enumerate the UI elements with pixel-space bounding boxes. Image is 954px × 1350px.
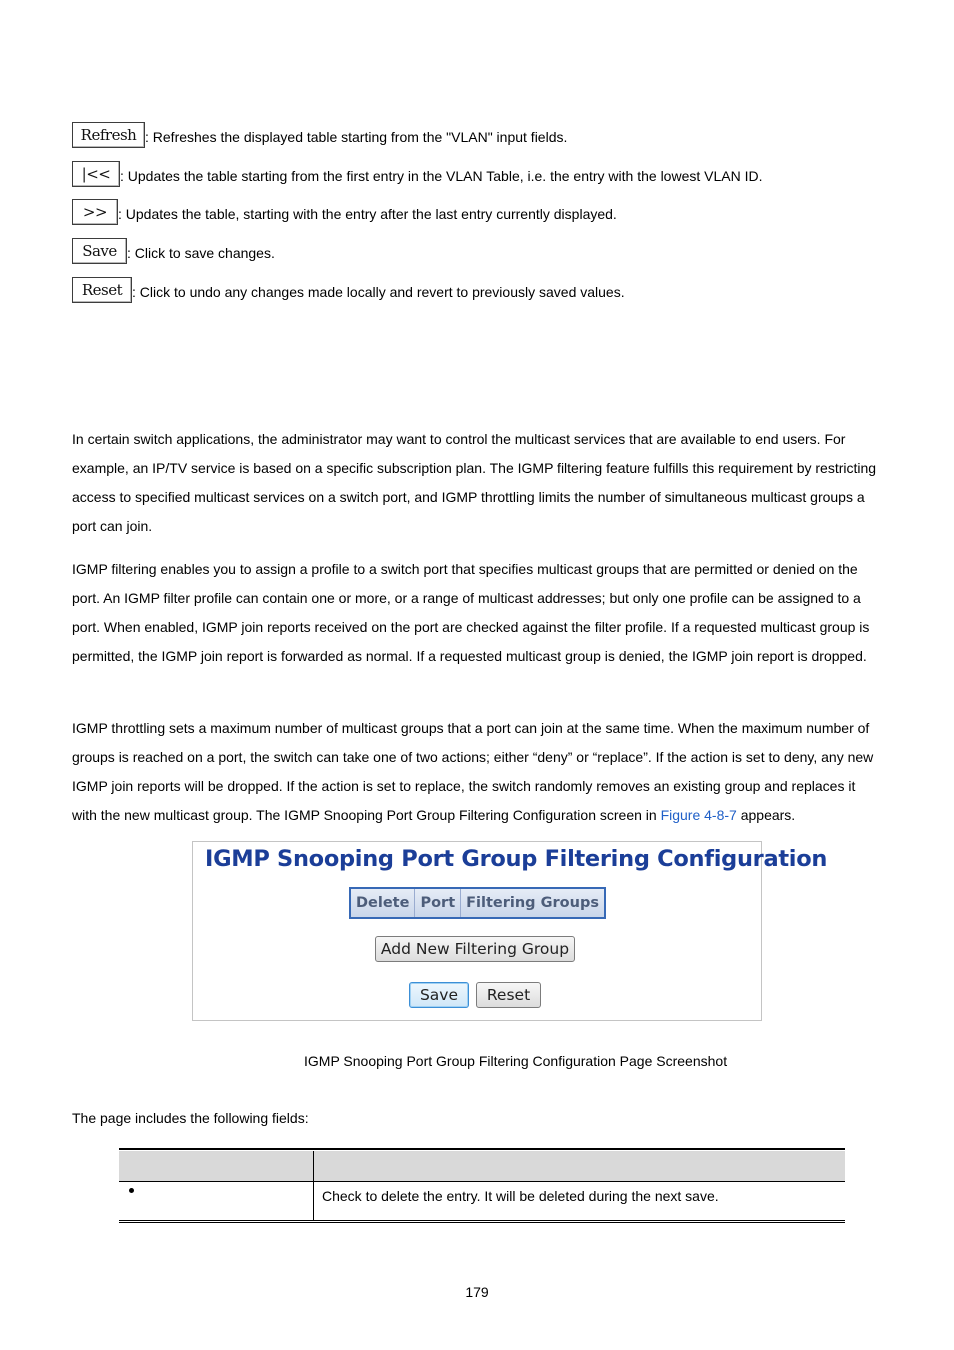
- paragraph-throttling-text: IGMP throttling sets a maximum number of multicast groups that a port can join at the same time. When the maximum number of groups is reached on a port, the switch can take one of two actions; either “deny” or “replace”. If the action is set to deny, any new IGMP join reports will be dropped. If the action is set to replace, the switch randomly removes an existing group and replaces it with the new multicast group. The IGMP Snooping Port Group Filtering Configuration screen in: [72, 720, 874, 823]
- paragraph-intro: In certain switch applications, the administrator may want to control the multicast services that are available to end users. For example, an IP/TV service is based on a specific subscription plan. The IGMP filtering feature fulfills this requirement by restricting access to specified multicast services on a switch port, and IGMP throttling limits the number of simultaneous multicast groups a port can join.: [72, 431, 877, 534]
- add-new-filtering-group-button[interactable]: Add New Filtering Group: [375, 936, 575, 962]
- screenshot-reset-button[interactable]: Reset: [476, 982, 541, 1008]
- page-number: 179: [465, 1284, 489, 1300]
- column-filtering-groups: Filtering Groups: [466, 895, 599, 911]
- config-screenshot: [192, 841, 828, 1021]
- first-page-description: : Updates the table starting from the first entry in the VLAN Table, i.e. the entry with the lowest VLAN ID.: [120, 168, 763, 184]
- fields-intro: The page includes the following fields:: [72, 1110, 309, 1126]
- column-port: Port: [415, 889, 461, 917]
- table-top-rule: [119, 1148, 845, 1150]
- next-page-button[interactable]: >>: [72, 199, 118, 225]
- table-row-description: Check to delete the entry. It will be deleted during the next save.: [322, 1188, 719, 1204]
- refresh-description: : Refreshes the displayed table starting from the "VLAN" input fields.: [145, 129, 568, 145]
- table-header-row: [119, 1151, 845, 1181]
- paragraph-filtering: IGMP filtering enables you to assign a profile to a switch port that specifies multicast groups that are permitted or denied on the port. An IGMP filter profile can contain one or more, or a range of multicast addresses; but only one profile can be assigned to a port. When enabled, IGMP join reports received on the port are checked against the filter profile. If a requested multicast group is permitted, the IGMP join report is forwarded as normal. If a requested multicast group is denied, the IGMP join report is dropped.: [72, 561, 870, 664]
- table-header-rule: [119, 1181, 845, 1182]
- bullet-icon: [129, 1188, 134, 1193]
- figure-link[interactable]: Figure 4-8-7: [660, 807, 737, 823]
- first-page-button[interactable]: |<<: [72, 161, 120, 187]
- screenshot-save-button[interactable]: Save: [409, 982, 469, 1008]
- save-description: : Click to save changes.: [127, 245, 275, 261]
- filtering-groups-table-header: [349, 887, 606, 919]
- screenshot-title: IGMP Snooping Port Group Filtering Configuration: [205, 846, 828, 872]
- reset-button[interactable]: Reset: [72, 277, 132, 303]
- figure-caption: IGMP Snooping Port Group Filtering Configuration Page Screenshot: [304, 1053, 728, 1069]
- paragraph-throttling-end: appears.: [736, 807, 796, 823]
- column-delete: Delete: [351, 889, 415, 917]
- save-button[interactable]: Save: [72, 238, 127, 264]
- refresh-button[interactable]: Refresh: [72, 122, 145, 148]
- paragraph-throttling: [72, 714, 884, 830]
- reset-description: : Click to undo any changes made locally and revert to previously saved values.: [132, 284, 625, 300]
- table-column-divider: [313, 1151, 314, 1220]
- next-page-description: : Updates the table, starting with the entry after the last entry currently displayed.: [118, 206, 617, 222]
- table-bottom-rule: [119, 1220, 845, 1223]
